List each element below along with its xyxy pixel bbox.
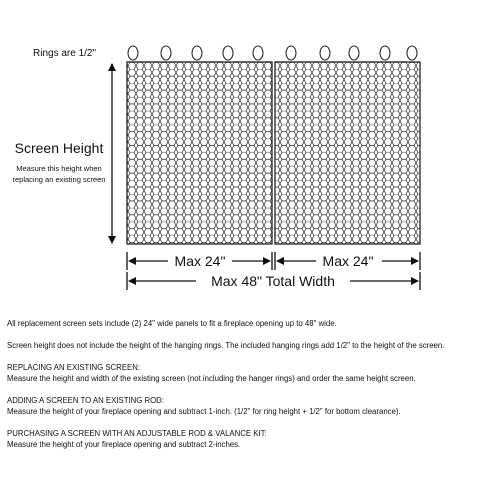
left-width-label: Max 24" [174,253,226,269]
hanging-rings [128,46,417,60]
rings-label: Rings are 1/2" [33,48,97,59]
screen-height-note [0,163,118,185]
right-screen-panel [275,62,420,244]
adding-heading: ADDING A SCREEN TO AN EXISTING ROD: [7,396,164,405]
screen-height-note-line-2: replacing an existing screen [12,175,106,184]
purchasing-heading: PURCHASING A SCREEN WITH AN ADJUSTABLE ROD & VALANCE KIT: [7,429,267,438]
replacing-heading: REPLACING AN EXISTING SCREEN: [7,363,141,372]
total-width-label: Max 48" Total Width [211,273,335,289]
info-section [7,318,497,450]
right-width-label: Max 24" [322,253,374,269]
replacing-text: Measure the height and width of the existing screen (not including the hanger rings) and order the same height screen. [7,374,416,383]
purchasing-text: Measure the height of your fireplace opening and subtract 2-inches. [7,440,241,449]
left-screen-panel [127,62,272,244]
screen-height-note-line-1: Measure this height when [16,164,102,173]
info-panels-note: All replacement screen sets include (2) 24" wide panels to fit a fireplace opening up to 48" wide. [7,319,337,328]
screen-height-title: Screen Height [14,140,104,156]
adding-text: Measure the height of your fireplace opening and subtract 1-inch. (1/2" for ring height + 1/2" for bottom clearance). [7,407,401,416]
info-rings-note: Screen height does not include the height of the hanging rings. The included hanging rings add 1/2" to the height of the screen. [7,341,445,350]
